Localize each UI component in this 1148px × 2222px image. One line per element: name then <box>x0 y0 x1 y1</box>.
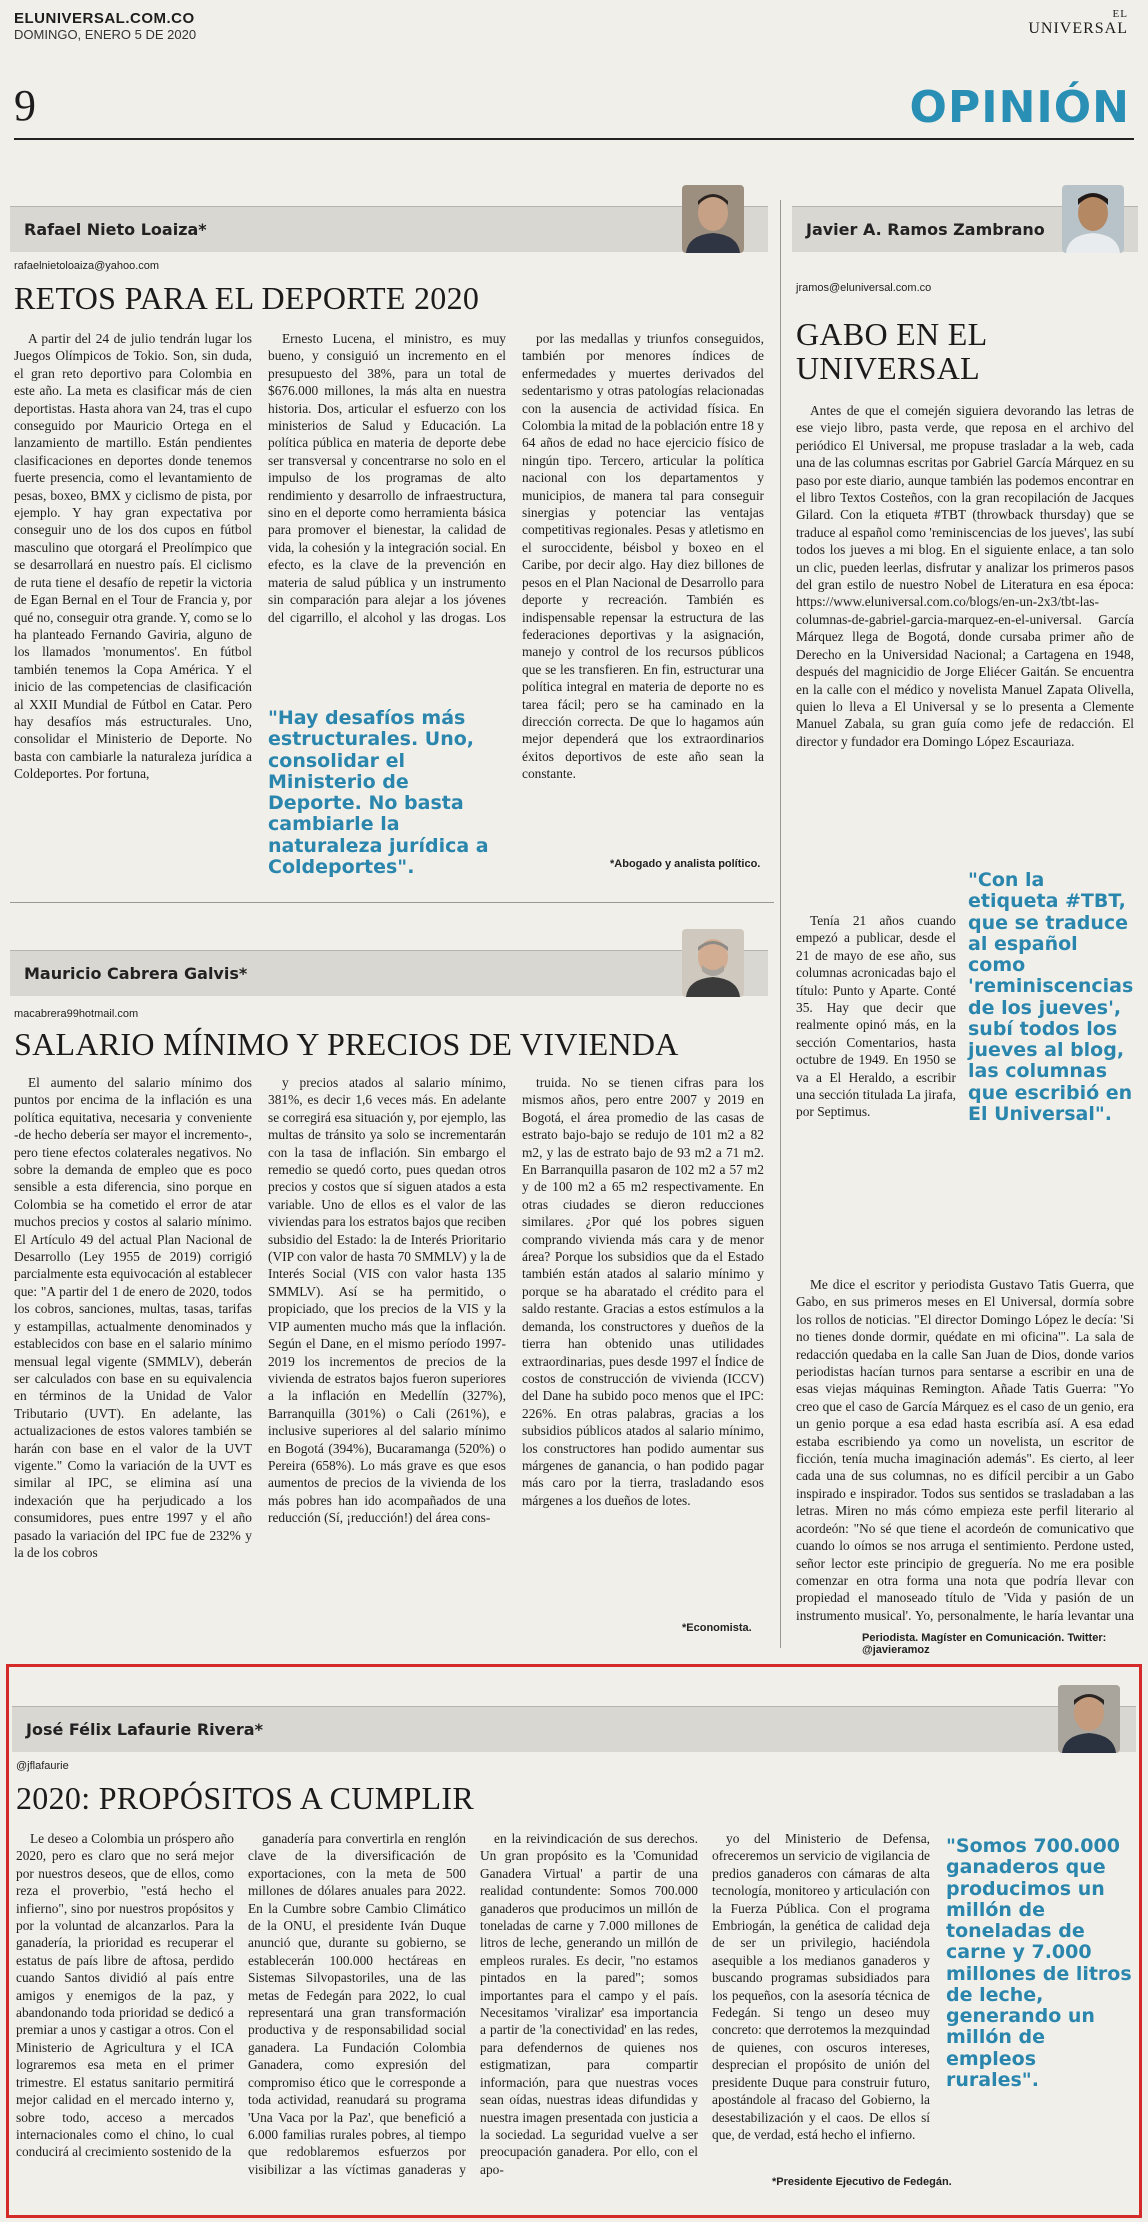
column-bottom <box>796 1276 1134 1622</box>
column-top <box>796 402 1134 904</box>
pull-quote: "Con la etiqueta #TBT, que se traduce al español como 'reminiscencias de los jueves', subí todos los jueves al blog, las columnas que escribió en El Universal". <box>968 869 1134 1125</box>
body-text: truida. No se tienen cifras para los mismos años, pero entre 2007 y 2019 en Bogotá, el área promedio de las casas de estrato bajo-bajo se redujo de 101 m2 a 82 m2, y las de estrato bajo de 93 m2 a 71 m2. En Barranquilla pasaron de 102 m2 a 57 m2 y de 100 m2 a 65 m2 respectivamente. En otras ciudades se dieron reducciones similares. ¿Por qué los pobres siguen comprando vivienda más cara y de menor área? Porque los subsidios que da el Estado también están atados al salario mínimo y porque se ha abaratado el crédito para el saldo restante. Gracias a estos estímulos a la demanda, los constructores y dueños de la tierra han obtenido unas utilidades extraordinarias, pues desde 1997 el Índice de costos de construcción de vivienda (ICCV) del Dane ha subido poco menos que el IPC: 226%. En otras palabras, gracias a los subsidios públicos atados al salario mínimo, los constructores han podido aumentar sus márgenes de ganancia, o han podido pagar más caro por la tierra, trasladando esos márgenes a los dueños de lotes. <box>522 1075 764 1508</box>
byline-bar <box>10 206 768 252</box>
column-2 <box>268 1074 506 1614</box>
author-name: Mauricio Cabrera Galvis* <box>24 964 248 983</box>
author-photo <box>682 929 744 997</box>
newspaper-logo <box>1028 8 1128 38</box>
logo-main: UNIVERSAL <box>1028 20 1128 37</box>
author-email: jramos@eluniversal.com.co <box>796 282 932 294</box>
column-4 <box>712 1830 930 2164</box>
author-name: Rafael Nieto Loaiza* <box>24 220 207 239</box>
headline: 2020: PROPÓSITOS A CUMPLIR <box>16 1780 475 1816</box>
body-text: Me dice el escritor y periodista Gustavo Tatis Guerra, que Gabo, en sus primeros meses en El Universal, dormía sobre los rollos de noticias. "El director Domingo López le decía: 'Si no tienes donde dormir, quédate en mi oficina'". La sala de redacción quedaba en la calle San Juan de Dios, donde varios periodistas hacían turnos para sentarse a escribir en una de esas viejas máquinas Remington. Añade Tatis Guerra: "Yo creo que el caso de García Márquez es el caso de un genio, era un genio porque a esa edad hasta escribía así. A esa edad estaba escribiendo ya como un novelista, un escritor de ficción, tenía mucha imaginación además". Es cierto, al leer cada una de sus columnas, no es difícil percibir a un Gabo inspirado e inspirador. Todos sus sentidos se trasladaban a las letras. Miren no más cómo empieza este perfil literario al acordeón: "No sé que tiene el acordeón de comunicativo que cuando lo oímos se nos arruga el sentimiento. Perdone usted, señor lector este principio de greguería. No me era posible comenzar en otra forma una nota que podría llevar con propiedad el manoseado título de 'Vida y pasión de un instrumento musical'. Yo, personalmente, le haría levantar una <box>796 1277 1134 1622</box>
edition-date: DOMINGO, ENERO 5 DE 2020 <box>14 27 197 42</box>
headline: GABO EN EL UNIVERSAL <box>796 316 987 386</box>
article-lafaurie <box>12 1706 1136 2212</box>
body-text: y precios atados al salario mínimo, 381%, es decir 1,6 veces más. En adelante se corregirá esa situación y, por ejemplo, las multas de tránsito ya solo se incrementarán con la tasa de inflación. Sin embargo el remedio se quedó corto, pues quedan otros precios y costos que sí siguen atados a esta variable. Uno de ellos es el valor de las viviendas para los estratos bajos que reciben subsidio del Estado: la de Interés Prioritario (VIP con valor de hasta 70 SMMLV) y la de Interés Social (VIS con valor hasta 135 SMMLV). Así se ha permitido, o propiciado, que los precios de la VIS y la VIP aumenten mucho más que la inflación. Según el Dane, en el mismo período 1997-2019 los incrementos de precios de la vivienda de estratos bajos fueron superiores a la inflación en Medellín (327%), Barranquilla (301%) o Cali (261%), e inclusive superiores al del salario mínimo en Bogotá (394%), Bucaramanga (520%) o Pereira (658%). Lo más grave es que esos aumentos de precios de la vivienda de los más pobres han ido acompañados de una reducción (Sí, ¡reducción!) del área cons- <box>268 1075 506 1526</box>
author-photo <box>682 185 744 253</box>
author-footnote: *Presidente Ejecutivo de Fedegán. <box>772 2176 952 2188</box>
body-text: yo del Ministerio de Defensa, ofreceremos un servicio de vigilancia de predios ganaderos con cámaras de alta tecnología, monitoreo y articulación con la Fuerza Pública. Con el programa Embriogán, la genética de calidad deja de ser un privilegio, haciéndola asequible a los medianos ganaderos y buscando programas subsidiados para los pequeños, con la asesoría técnica de Fedegán. Si tengo un deseo muy concreto: que derrotemos la mezquindad de quienes, con oscuros intereses, desprecian el propósito de unión del presidente Duque para construir futuro, apostándole al fracaso del Gobierno, la desestabilización y el caos. De ellos sí que, de verdad, está hecho el infierno. <box>712 1831 930 2142</box>
article-ramos <box>792 206 1138 1656</box>
column-middle <box>796 912 956 1270</box>
masthead-left <box>14 10 196 42</box>
column-3 <box>480 1830 698 2180</box>
column-2 <box>268 330 506 626</box>
author-photo <box>1058 1685 1120 1753</box>
body-text: ganadería para convertirla en renglón clave de la diversificación de exportaciones, con la meta de 500 millones de dólares anuales para 2022. En la Cumbre sobre Cambio Climático de la ONU, el presidente Iván Duque anunció que, durante su gobierno, se establecerán 100.000 hectáreas en Sistemas Silvopastoriles, una de las metas de Fedegán para 2022, lo cual representará una gran transformación productiva y de responsabilidad social ganadera. La Fundación Colombia Ganadera, como expresión del compromiso ético que le corresponde a toda actividad, reanudará su programa 'Una Vaca por la Paz', que benefició a 6.000 familias rurales pobres, al tiempo que redoblaremos esfuerzos por visibilizar a las víctimas ganaderas y <box>248 1831 466 2177</box>
pull-quote: "Somos 700.000 ganaderos que producimos un millón de toneladas de carne y 7.000 millones de litros de leche, generando un millón de empleos rurales". <box>946 1835 1132 2091</box>
author-name: José Félix Lafaurie Rivera* <box>26 1720 263 1739</box>
body-text: Le deseo a Colombia un próspero año 2020, pero es claro que no será mejor por nuestros deseos, que de ellos, como reza el proverbio, "está hecho el infierno", sino por nuestros propósitos y por la voluntad de alcanzarlos. Para la ganadería, la prioridad es recuperar el estatus de país libre de aftosa, perdido cuando Santos dividió al país entre amigos y enemigos de la paz, y abandonando toda prioridad se dedicó a premiar a unos y castigar a otros. Con el Ministerio de Agricultura y el ICA lograremos esa meta en el primer trimestre. El estatus sanitario permitirá mejor calidad en el mercado interno y, sobre todo, acceso a mercados internacionales como el chino, lo cual conducirá al crecimiento sostenido de la <box>16 1831 234 2160</box>
top-rule <box>14 138 1134 140</box>
author-email: rafaelnietoloaiza@yahoo.com <box>14 260 160 272</box>
body-text: por las medallas y triunfos conseguidos, también por menores índices de enfermedades y muertes derivados del sedentarismo y otras patologías relacionadas con la ausencia de actividad física. En Colombia la mitad de la población entre 18 y 64 años de edad no hace ejercicio físico de ningún tipo. Tercero, articular la política nacional con los departamentos y municipios, de manera tal para conseguir sinergias y potenciar las ventajas competitivas regionales. Pesas y atletismo en el suroccidente, béisbol y boxeo en el Caribe, por decir algo. Hay diez billones de pesos en el Plan Nacional de Desarrollo para deporte y recreación. También es indispensable repensar la estructura de las federaciones deportivas y la asignación, manejo y control de los recursos públicos que se les transfieren. En fin, estructurar una política integral en materia de deporte no es tarea fácil; pero se ha caminado en la dirección correcta. De que lo hagamos aún mejor dependerá que los extraordinarios éxitos deportivos de este año sean la constante. <box>522 331 764 782</box>
column-3 <box>522 330 764 810</box>
column-1 <box>16 1830 234 2180</box>
page-number: 9 <box>14 81 36 130</box>
body-text: Antes de que el comején siguiera devorando las letras de ese viejo libro, pasta verde, que reposa en el archivo del periódico El Universal, me propuse trasladar a la web, cada una de las columnas escritas por Gabriel García Márquez en su paso por este diario, aunque también las podemos encontrar en el libro Textos Costeños, con la gran recopilación de Jacques Gilard. Con la etiqueta #TBT (throwback thursday) que se traduce al español como 'reminiscencias de los jueves', las subí todos los jueves a mi blog. En el siguiente enlace, a tan solo un clic, pueden leerlas, disfrutar y analizar los primeros pasos del gran estilo de nuestro Nobel de Literatura en esa época: https://www.eluniversal.com.co/blogs/en-un-2x3/tbt-las-columnas-de-gabriel-garcia-marquez-en-el-universal. García Márquez llega de Bogotá, donde cursaba primer año de Derecho en la Universidad Nacional; a Cartagena en 1948, después del magnicidio de Jorge Eliécer Gaitán. Se encuentra en la calle con el médico y novelista Manuel Zapata Olivella, quien lo lleva a El Universal y se lo presenta a Clemente Manuel Zabala, su gran guía como jefe de redacción. El director y fundador era Domingo López Escauriaza. <box>796 403 1134 749</box>
body-text: Ernesto Lucena, el ministro, es muy bueno, y consiguió un incremento en el presupuesto del 38%, para un total de $676.000 millones, la más alta en nuestra historia. Dos, articular el esfuerzo con los ministerios de Salud y Educación. La política pública en materia de deporte debe ser transversal y concentrarse no solo en el impulso de los programas de alto rendimiento y desarrollo de infraestructura, sino en el deporte como herramienta básica para promover el bienestar, la calidad de vida, la cohesión y la integración social. En efecto, es la clave de la prevención en materia de salud pública y un instrumento sin comparación para alejar a los jóvenes del cigarrillo, el alcohol y las drogas. Los <box>268 331 506 625</box>
pull-quote: "Hay desafíos más estructurales. Uno, consolidar el Ministerio de Deporte. No basta cambiarle la naturaleza jurídica a Coldeportes". <box>268 707 489 878</box>
article-cabrera <box>10 950 768 1650</box>
body-text: en la reivindicación de sus derechos. Un gran propósito es la 'Comunidad Ganadera Virtual' a partir de una realidad contundente: Somos 700.000 ganaderos que producimos un millón de toneladas de carne y 7.000 millones de litros de leche, generando un millón de empleos rurales. Es decir, "no estamos pintados en la pared"; somos importantes para el campo y el país. Necesitamos 'viralizar' esa importancia a partir de 'la conectividad' en las redes, para defendernos de quienes nos estigmatizan, para compartir información, para que nuestras voces sean oídas, nuestras ideas difundidas y nuestra imagen presentada con justicia a la sociedad. La seguridad vuelve a ser preocupación ganadera. Por ello, con el apo- <box>480 1831 698 2177</box>
logo-top: EL <box>1112 8 1128 20</box>
column-1 <box>14 1074 252 1614</box>
author-footnote: *Economista. <box>682 1622 752 1634</box>
byline-bar <box>10 950 768 996</box>
headline: SALARIO MÍNIMO Y PRECIOS DE VIVIENDA <box>14 1026 679 1062</box>
headline: RETOS PARA EL DEPORTE 2020 <box>14 280 480 316</box>
author-footnote: *Abogado y analista político. <box>610 858 761 870</box>
body-text: A partir del 24 de julio tendrán lugar los Juegos Olímpicos de Tokio. Son, sin duda, el gran reto deportivo para Colombia en este año. La meta es clasificar más de cien deportistas. Hasta ahora van 24, tras el cupo conseguido por Mauricio Ortega en el lanzamiento de martillo. Están pendientes clasificaciones en deportes donde tenemos fuerte presencia, como el levantamiento de pesas, boxeo, BMX y ciclismo de pista, por ejemplo. Y hay gran expectativa por conseguir uno de los dos cupos en fútbol masculino que otorgará el Preolímpico que se desarrollará en nuestro país. El ciclismo de ruta tiene el desafío de repetir la victoria de Egan Bernal en el Tour de Francia y, por qué no, conseguir otra grande. Y, como se lo ha planteado Fernando Gaviria, alguno de los llamados 'monumentos'. En fútbol también tenemos la Copa América. Y el inicio de las competencias de clasificación al XXII Mundial de Fútbol en Catar. Pero hay desafíos más estructurales. Uno, consolidar el Ministerio de Deporte. No basta con cambiarle la naturaleza jurídica a Coldeportes. Por fortuna, <box>14 331 252 782</box>
byline-bar <box>792 206 1138 252</box>
author-photo <box>1062 185 1124 253</box>
author-name: Javier A. Ramos Zambrano <box>806 220 1045 239</box>
author-email: macabrera99hotmail.com <box>14 1008 139 1020</box>
body-text: Tenía 21 años cuando empezó a publicar, desde el 21 de mayo de ese año, sus columnas acronicadas bajo el título: Punto y Aparte. Conté 35. Hay que decir que realmente opinó más, en la sección Comentarios, hasta octubre de 1949. En 1950 se va a El Heraldo, a escribir una sección titulada La jirafa, por Septimus. <box>796 913 956 1120</box>
author-footnote: Periodista. Magíster en Comunicación. Twitter: @javieramoz <box>862 1632 1107 1656</box>
section-divider <box>10 902 774 903</box>
body-text: El aumento del salario mínimo dos puntos por encima de la inflación es una política equitativa, necesaria y conveniente -de hecho debería ser mayor el incremento-, pero tiene efectos colaterales negativos. No sobre la demanda de empleo que es poco sensible a esta diferencia, sino porque en Colombia se ha cometido el error de atar muchos precios y costos al salario mínimo. El Artículo 49 del actual Plan Nacional de Desarrollo (Ley 1955 de 2019) corrigió parcialmente esta equivocación al establecer que: "A partir del 1 de enero de 2020, todos los cobros, sanciones, multas, tasas, tarifas y estampillas, actualmente denominados y establecidos con base en el salario mínimo mensual legal vigente (SMMLV), deberán ser calculados con base en su equivalencia en términos de la Unidad de Valor Tributario (UVT). En adelante, las actualizaciones de estos valores también se harán con base en el valor de la UVT vigente." Como la variación de la UVT es similar al IPC, se elimina así una indexación que ha perjudicado a los consumidores, pues entre 1997 y el año pasado la variación del IPC fue de 232% y la de los cobros <box>14 1075 252 1560</box>
site-url: ELUNIVERSAL.COM.CO <box>14 10 195 27</box>
column-2 <box>248 1830 466 2180</box>
article-nieto <box>10 206 768 896</box>
section-title: OPINIÓN <box>909 82 1130 133</box>
column-1 <box>14 330 252 850</box>
author-email: @jflafaurie <box>16 1760 69 1772</box>
byline-bar <box>12 1706 1136 1752</box>
column-3 <box>522 1074 764 1574</box>
column-divider <box>780 200 781 1648</box>
